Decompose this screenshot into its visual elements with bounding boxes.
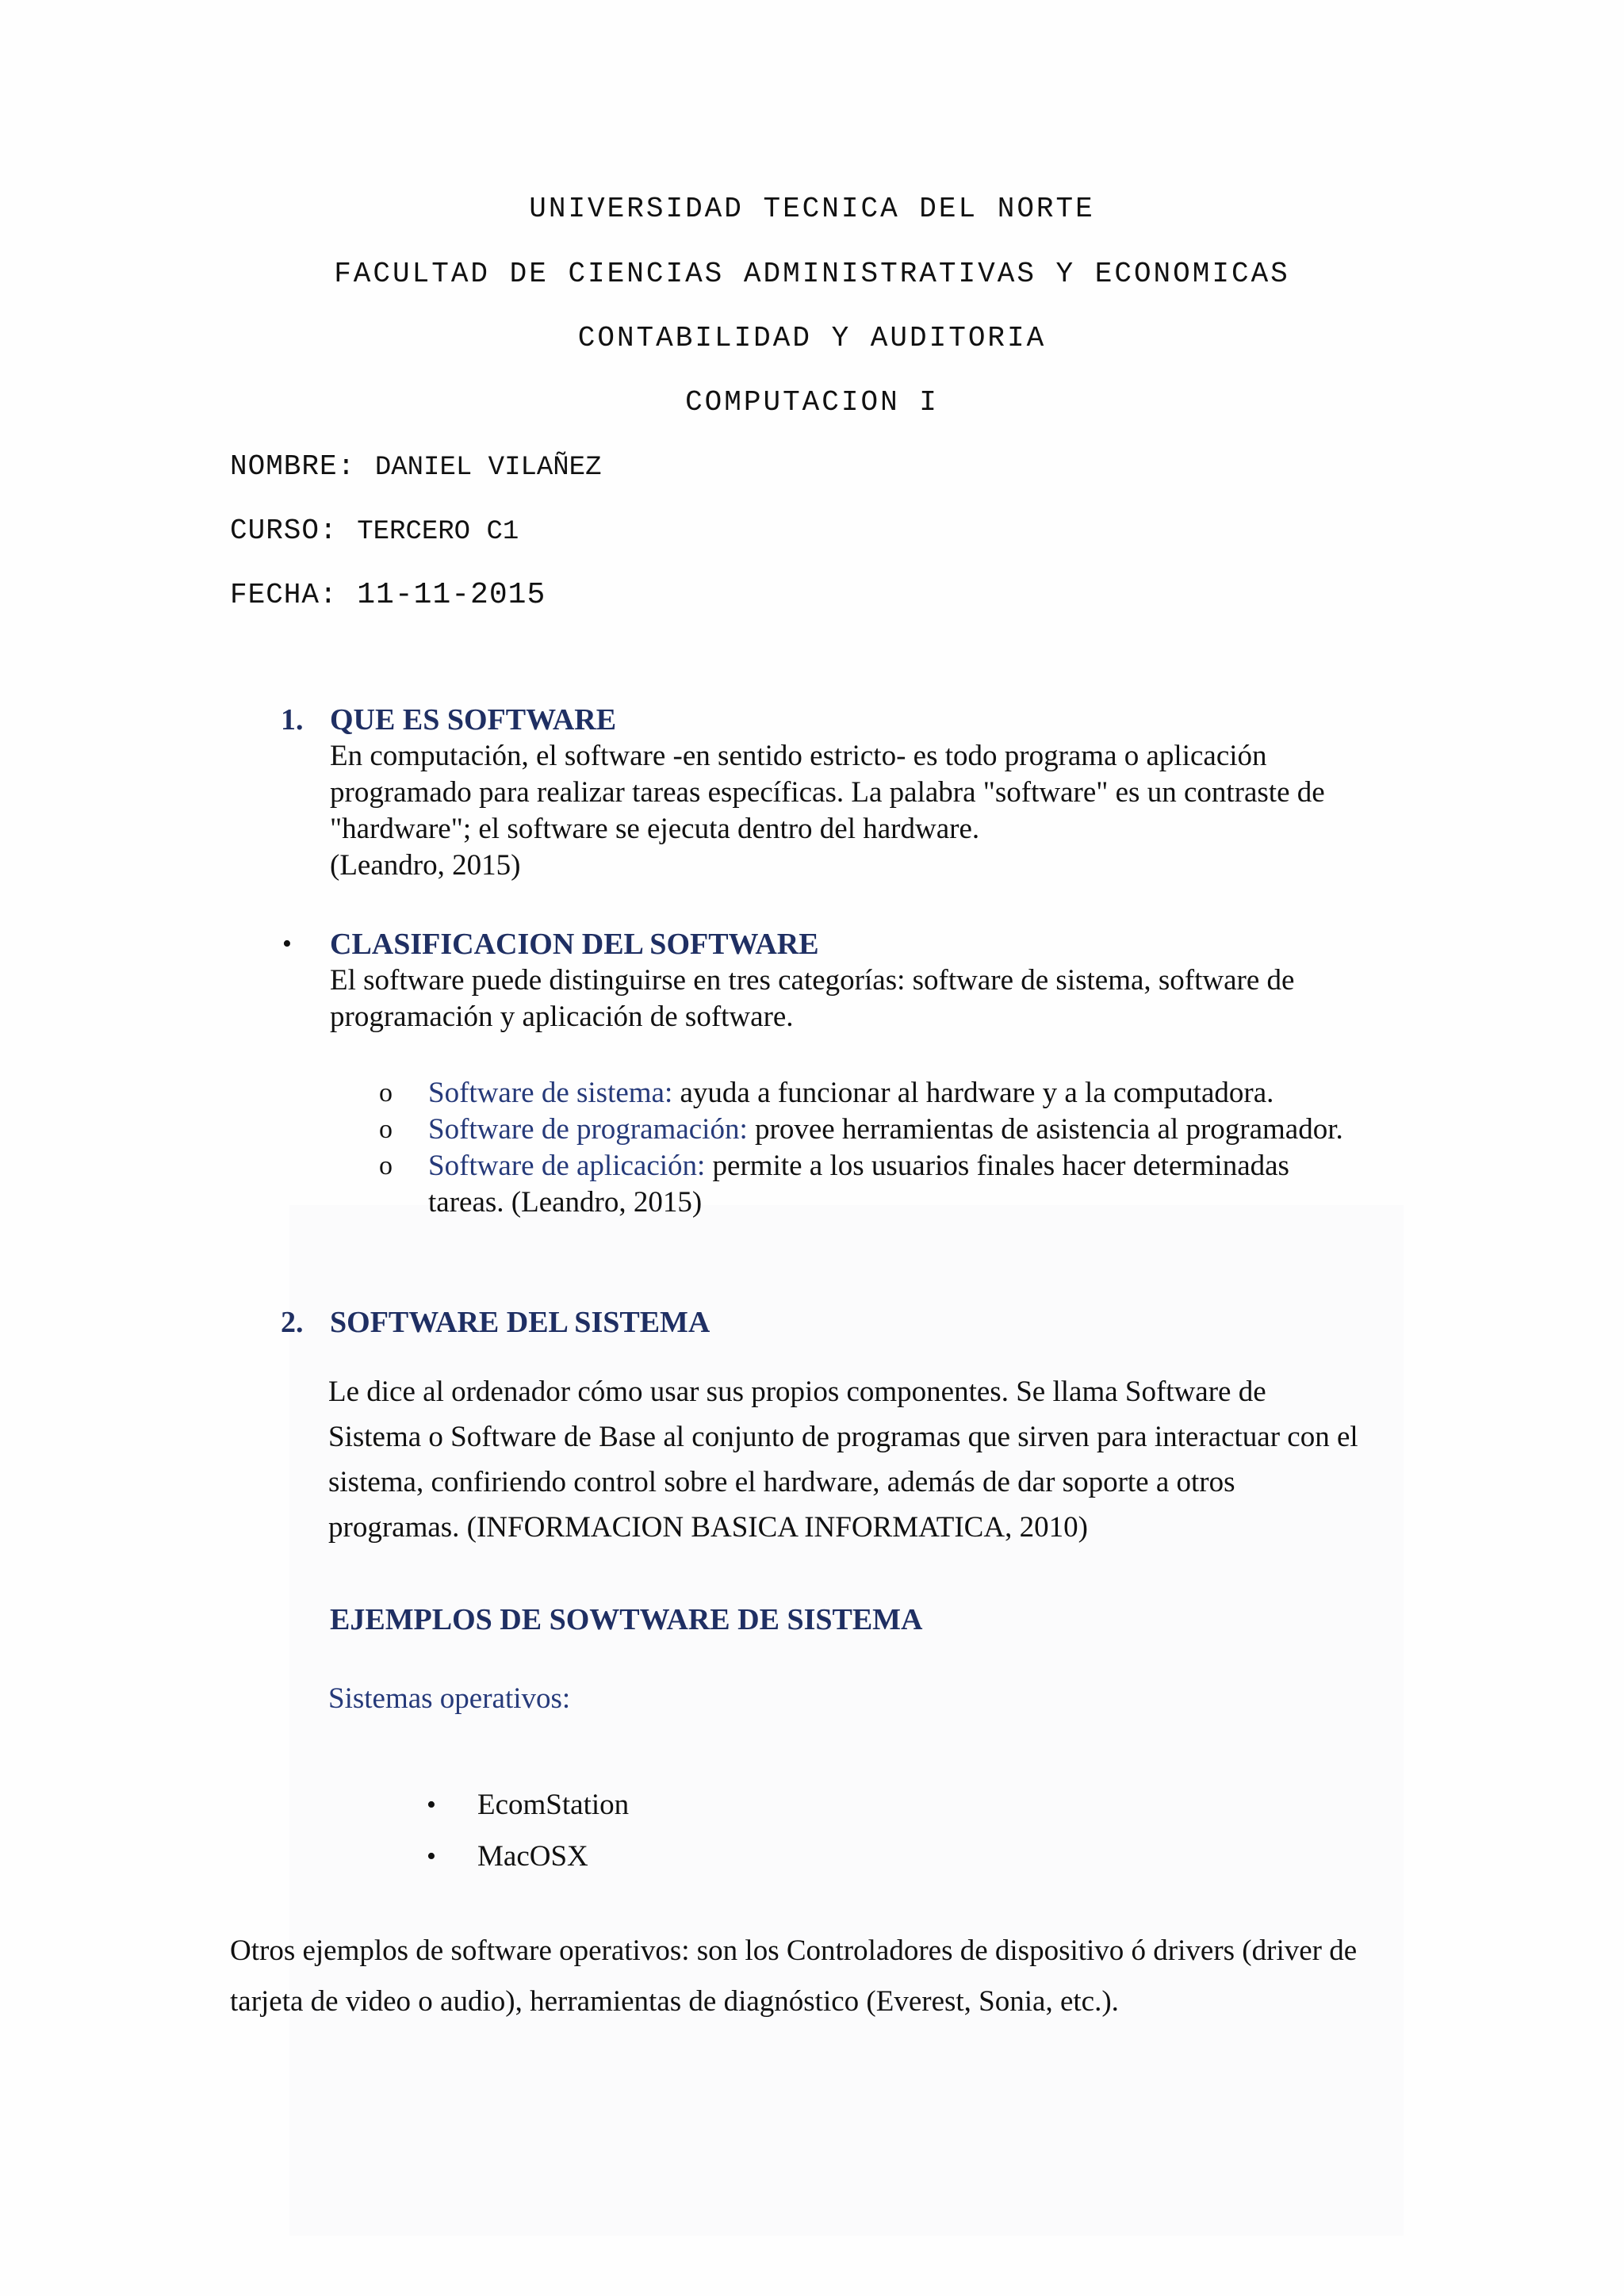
list-item-term: Software de sistema: bbox=[428, 1077, 673, 1109]
date-line bbox=[230, 578, 546, 613]
name-line bbox=[230, 450, 602, 485]
classification-line-1: El software puede distinguirse en tres categorías: software de sistema, software de bbox=[330, 964, 1295, 997]
list-item-text: ayuda a funcionar al hardware y a la computadora. bbox=[672, 1077, 1274, 1109]
circle-bullet-icon: o bbox=[379, 1115, 393, 1144]
section1-number: 1. bbox=[281, 703, 304, 737]
program-title: CONTABILIDAD Y AUDITORIA bbox=[577, 322, 1047, 354]
name-value: DANIEL VILAÑEZ bbox=[374, 453, 602, 483]
course-line bbox=[230, 514, 519, 549]
section2-line-2: Sistema o Software de Base al conjunto de programas que sirven para interactuar con el bbox=[328, 1421, 1358, 1453]
section1-line-1: En computación, el software -en sentido estricto- es todo programa o aplicación bbox=[330, 740, 1267, 772]
date-label: FECHA: bbox=[230, 579, 338, 611]
classification-line-2: programación y aplicación de software. bbox=[330, 1001, 794, 1033]
course-value: TERCERO C1 bbox=[357, 517, 519, 547]
list-item bbox=[428, 1112, 1343, 1148]
circle-bullet-icon: o bbox=[379, 1078, 393, 1108]
course-label: CURSO: bbox=[230, 515, 338, 547]
name-label: NOMBRE: bbox=[230, 450, 356, 483]
classification-title: CLASIFICACION DEL SOFTWARE bbox=[330, 928, 819, 961]
date-value: 11-11-2015 bbox=[357, 578, 546, 612]
bullet-icon: • bbox=[427, 1790, 436, 1820]
section1-title: QUE ES SOFTWARE bbox=[330, 703, 617, 737]
section2-line-3: sistema, confiriendo control sobre el hardware, además de dar soporte a otros bbox=[328, 1466, 1235, 1498]
examples-title: EJEMPLOS DE SOWTWARE DE SISTEMA bbox=[330, 1603, 923, 1636]
circle-bullet-icon: o bbox=[379, 1151, 393, 1181]
course-title: COMPUTACION I bbox=[685, 386, 939, 419]
section2-number: 2. bbox=[281, 1306, 304, 1339]
list-item bbox=[428, 1148, 1289, 1184]
example-item-macosx: MacOSX bbox=[477, 1840, 588, 1873]
section1-line-3: "hardware"; el software se ejecuta dentro del hardware. bbox=[330, 813, 980, 845]
list-item-continuation: tareas. (Leandro, 2015) bbox=[428, 1186, 703, 1219]
section1-line-2: programado para realizar tareas específicas. La palabra "software" es un contraste de bbox=[330, 776, 1325, 809]
list-item-term: Software de aplicación: bbox=[428, 1150, 706, 1182]
section2-line-4: programas. (INFORMACION BASICA INFORMATICA, 2010) bbox=[328, 1511, 1088, 1544]
section2-line-1: Le dice al ordenador cómo usar sus propios componentes. Se llama Software de bbox=[328, 1376, 1266, 1408]
shaded-panel bbox=[289, 1205, 1404, 2236]
section1-citation: (Leandro, 2015) bbox=[330, 849, 521, 882]
list-item bbox=[428, 1075, 1274, 1112]
section2-title: SOFTWARE DEL SISTEMA bbox=[330, 1306, 710, 1339]
list-item-text: permite a los usuarios finales hacer determinadas bbox=[705, 1150, 1289, 1182]
example-item-ecomstation: EcomStation bbox=[477, 1789, 630, 1821]
list-item-term: Software de programación: bbox=[428, 1113, 748, 1146]
closing-line-1: Otros ejemplos de software operativos: son los Controladores de dispositivo ó drivers (driver de bbox=[230, 1934, 1358, 1967]
closing-line-2: tarjeta de video o audio), herramientas de diagnóstico (Everest, Sonia, etc.). bbox=[230, 1985, 1119, 2018]
list-item-text: provee herramientas de asistencia al programador. bbox=[747, 1113, 1343, 1146]
bullet-icon: • bbox=[282, 929, 292, 959]
bullet-icon: • bbox=[427, 1842, 436, 1871]
examples-subtitle: Sistemas operativos: bbox=[328, 1682, 571, 1715]
faculty-title: FACULTAD DE CIENCIAS ADMINISTRATIVAS Y ECONOMICAS bbox=[334, 258, 1290, 290]
university-title: UNIVERSIDAD TECNICA DEL NORTE bbox=[529, 193, 1095, 225]
